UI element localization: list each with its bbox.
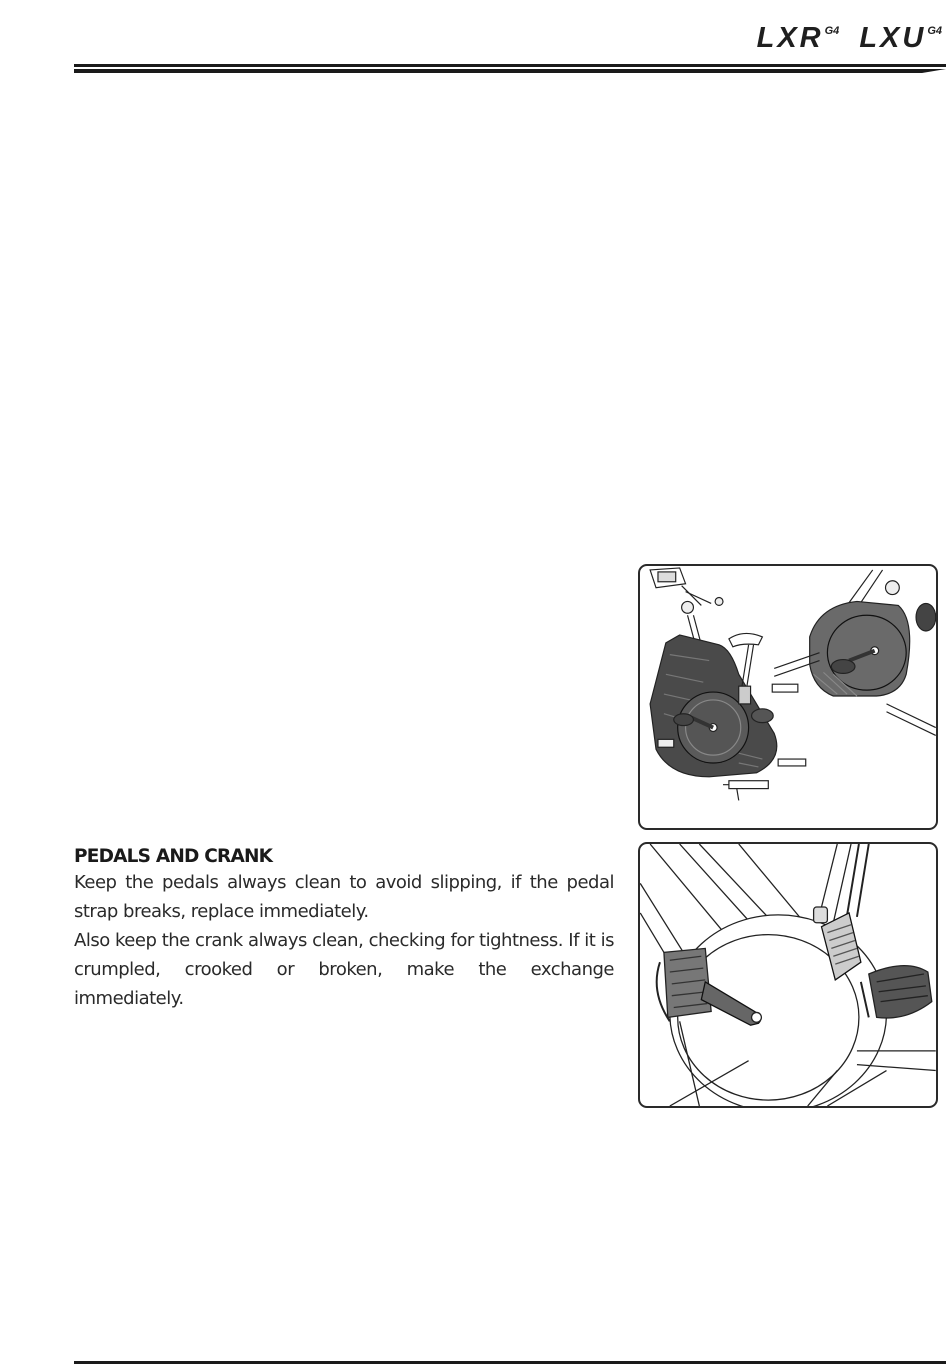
pedals-and-crank-section <box>74 846 614 1013</box>
model-superscript: G4 <box>927 25 942 37</box>
model-name: LXU <box>859 22 927 54</box>
model-logo-lxr <box>757 22 840 55</box>
header-rule <box>74 64 946 76</box>
section-title: PEDALS AND CRANK <box>74 846 273 867</box>
section-paragraph-1: Keep the pedals always clean to avoid slipping, if the pedal strap breaks, replace immediately. <box>74 872 614 922</box>
model-logo-lxu <box>859 22 942 55</box>
brand-logo <box>757 22 942 56</box>
model-name: LXR <box>756 22 824 54</box>
pedal-crank-closeup-illustration <box>638 842 938 1108</box>
footer-rule <box>74 1361 946 1364</box>
bike-overview-illustration <box>638 564 938 830</box>
model-superscript: G4 <box>824 25 840 37</box>
section-paragraph-2: Also keep the crank always clean, checking for tightness. If it is crumpled, crooked or broken, make the exchange immediately. <box>74 930 614 1009</box>
